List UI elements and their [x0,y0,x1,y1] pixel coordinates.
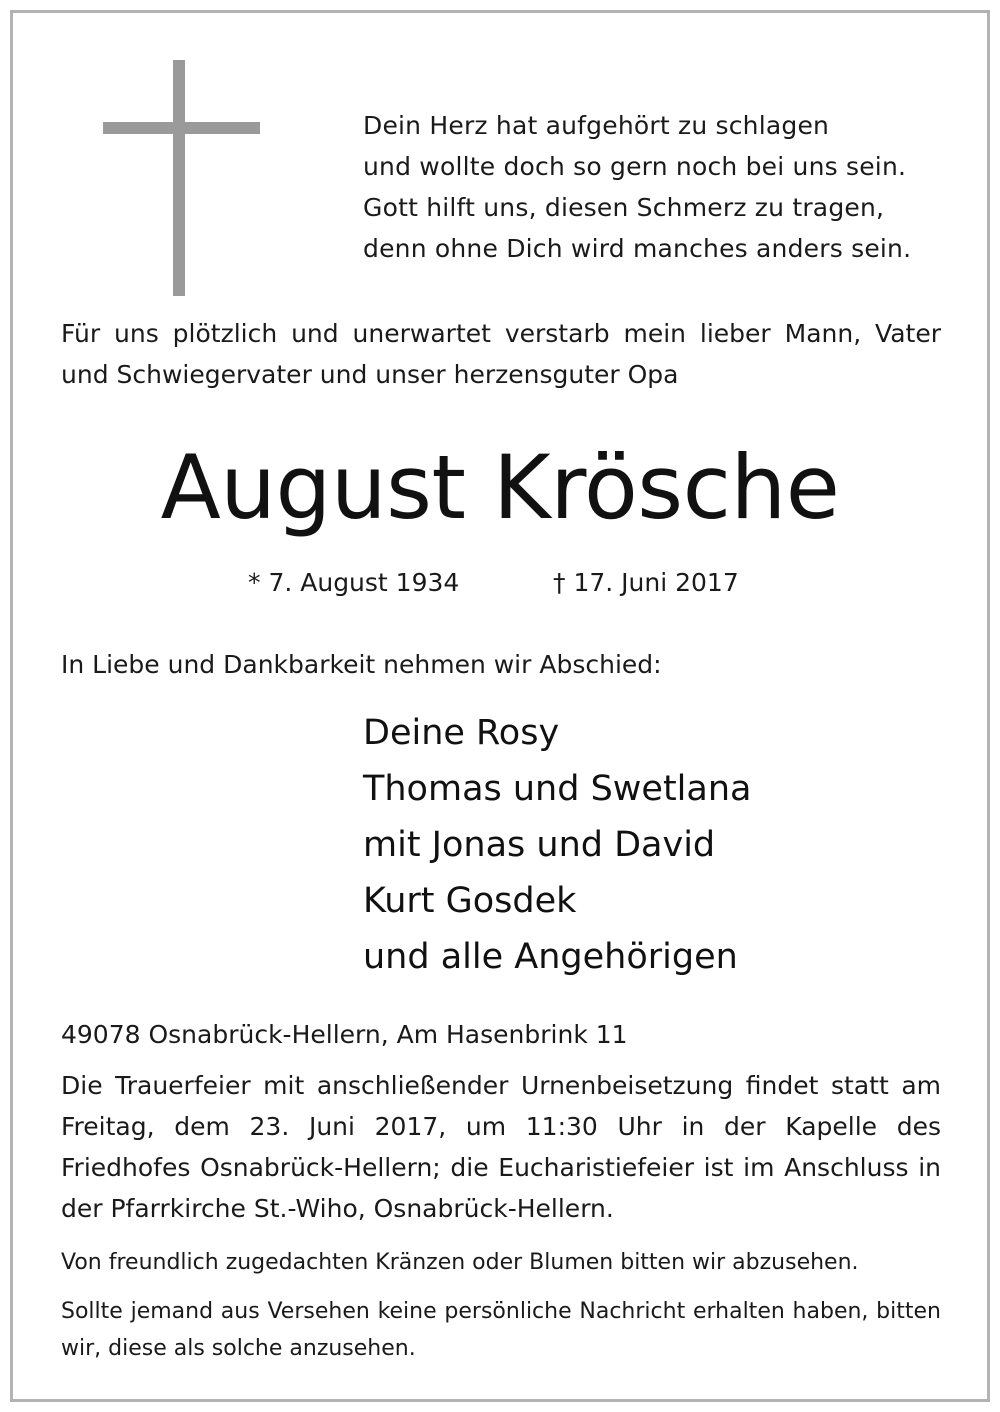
family-member: Kurt Gosdek [363,881,577,921]
death-date: † 17. Juni 2017 [553,568,739,597]
poem [363,105,963,269]
intro-text: Für uns plötzlich und unerwartet verstarb mein lieber Mann, Vater und Schwiegervater und unser herzensguter Opa [61,319,941,389]
poem-line: denn ohne Dich wird manches anders sein. [363,234,912,263]
family-member: Deine Rosy [363,713,560,753]
funeral-service-info: Die Trauerfeier mit anschließender Urnenbeisetzung findet statt am Freitag, dem 23. Juni 2017, um 11:30 Uhr in der Kapelle des Friedhofes Osnabrück-Hellern; die Eucharistiefeier ist im Anschluss in der Pfarrkirche St.-Wiho, Osnabrück-Hellern. [61,1071,941,1223]
cross-icon [103,60,260,296]
personal-notice: Sollte jemand aus Versehen keine persönliche Nachricht erhalten haben, bitten wir, diese als solche anzusehen. [61,1299,941,1361]
family-member: und alle Angehörigen [363,937,738,977]
poem-line: Dein Herz hat aufgehört zu schlagen [363,111,830,140]
cross-horizontal-bar [103,122,260,134]
cross-vertical-bar [173,60,185,296]
birth-date: * 7. August 1934 [248,568,460,597]
family-member: mit Jonas und David [363,825,716,865]
poem-line: und wollte doch so gern noch bei uns sein. [363,152,907,181]
poem-line: Gott hilft uns, diesen Schmerz zu tragen, [363,193,885,222]
deceased-name: August Krösche [160,436,840,539]
flowers-note: Von freundlich zugedachten Kränzen oder Blumen bitten wir abzusehen. [61,1250,859,1275]
family-member: Thomas und Swetlana [363,769,752,809]
address: 49078 Osnabrück-Hellern, Am Hasenbrink 11 [61,1020,628,1049]
obituary-notice [10,10,990,1402]
family-list [363,705,963,985]
farewell-line: In Liebe und Dankbarkeit nehmen wir Abschied: [61,650,662,679]
